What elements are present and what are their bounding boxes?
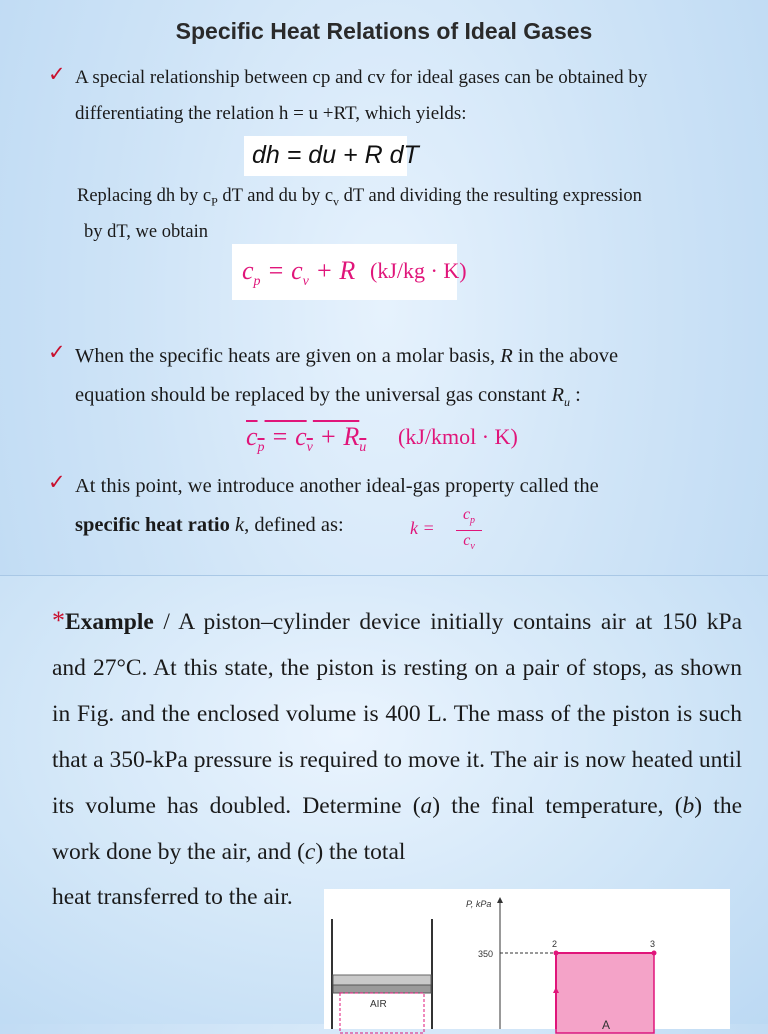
bullet-2-text-a: When the specific heats are given on a molar basis, (75, 345, 501, 367)
eq3-mid: = c (264, 422, 307, 451)
piston-pv-figure (324, 889, 730, 1032)
example-body-c: ) the work done by the air, and ( (52, 793, 742, 865)
tick-350: 350 (478, 949, 494, 959)
eq2-mid: = c (260, 256, 303, 285)
figure-svg (324, 889, 730, 1032)
checkmark-icon: ✓ (48, 470, 66, 494)
equation-cp-cv (242, 256, 355, 290)
example-body-b: ) the final temperature, ( (432, 793, 683, 819)
example-b: b (682, 793, 695, 819)
bullet-2-Ru-sub: u (564, 395, 571, 410)
k-num-sub: p (470, 515, 476, 527)
equation-molar-unit: (kJ/kmol · K) (398, 424, 518, 449)
replace-text-c: dT and dividing the resulting expression (339, 186, 642, 206)
eq3-c: c (246, 422, 258, 451)
air-label: AIR (370, 999, 387, 1010)
eq2-c: c (242, 256, 254, 285)
eq2-end: + R (308, 256, 356, 285)
eq2-sub-p: p (253, 274, 261, 290)
piston-cylinder-diagram (332, 919, 432, 1033)
checkmark-icon: ✓ (48, 340, 66, 364)
k-equation-lhs: k = (410, 518, 435, 538)
eq3-sub-v: v (306, 440, 313, 456)
bullet-2-Ru: R (551, 384, 565, 406)
example-text (52, 598, 742, 875)
k-num: c (462, 506, 471, 523)
equation-molar (246, 422, 366, 456)
replace-sub-v: v (333, 194, 340, 209)
example-tail: heat transferred to the air. (52, 884, 293, 910)
replace-text-a: Replacing dh by c (77, 186, 212, 206)
bullet-2-text (75, 337, 735, 422)
eq3-sub-u: u (359, 440, 367, 456)
example-a: a (420, 793, 433, 819)
bullet-1-line-1: A special relationship between cp and cv for ideal gases can be obtained by (75, 67, 648, 88)
bullet-2-R: R (500, 345, 513, 367)
k-equation-fraction (456, 506, 482, 557)
point-3-label: 3 (650, 939, 656, 949)
slide-example (0, 576, 768, 1032)
axis-label-p: P, kPa (466, 899, 492, 909)
eq3-sub-p: p (257, 440, 265, 456)
equation-cp-cv-box (232, 244, 467, 300)
equation-cp-cv-unit: (kJ/kg · K) (370, 258, 467, 283)
bullet-3-text (75, 467, 735, 545)
pv-diagram (466, 897, 657, 1033)
bullet-2-text-b: in the above (512, 345, 619, 367)
checkmark-icon: ✓ (48, 62, 66, 86)
replace-text-b: dT and du by c (217, 186, 334, 206)
bullet-1-line-2: differentiating the relation h = u +RT, which yields: (75, 103, 467, 124)
bullet-2-text-c: equation should be replaced by the universal gas constant (75, 384, 552, 406)
bullet-2-text-d: : (570, 384, 581, 406)
eq3-plus: + R (312, 422, 360, 451)
bullet-3-text-b: , defined as: (244, 514, 344, 536)
star-icon: * (52, 606, 65, 635)
slide-title: Specific Heat Relations of Ideal Gases (175, 18, 593, 44)
example-body-a: / A piston–cylinder device initially contains air at 150 kPa and 27°C. At this state, the piston is resting on a pair of stops, as shown in Fig. and the enclosed volume is 400 L. The mass of the piston is such that a 350-kPa pressure is required to move it. The air is now heated until its volume has doubled. Determine ( (52, 609, 742, 819)
eq2-sub-v: v (302, 274, 309, 290)
example-body-d: ) the total (315, 839, 406, 865)
example-label: Example (65, 609, 154, 635)
bullet-3-bold: specific heat ratio (75, 514, 230, 536)
k-den-sub: v (470, 541, 475, 553)
bullet-3-k: k (229, 514, 245, 536)
bullet-3-text-a: At this point, we introduce another ideal-gas property called the (75, 475, 599, 497)
bullet-1-text (75, 60, 735, 132)
point-2-label: 2 (552, 939, 558, 949)
replacing-text-line-2: by dT, we obtain (84, 222, 208, 242)
area-label: A (602, 1018, 611, 1032)
example-c: c (304, 839, 316, 865)
k-den: c (463, 532, 471, 550)
replace-sub-p: P (211, 194, 218, 209)
equation-dh: dh = du + R dT (252, 141, 419, 169)
equation-dh-box (244, 136, 419, 176)
